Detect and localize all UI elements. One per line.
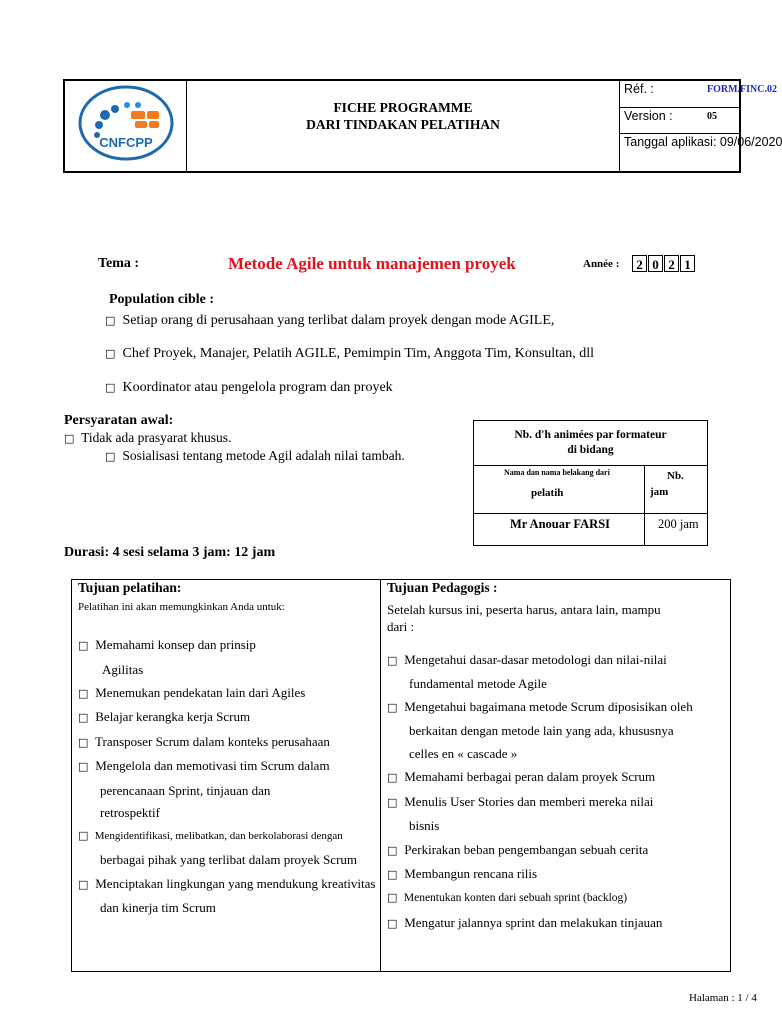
- item-text: Mengatur jalannya sprint dan melakukan tinjauan: [404, 915, 663, 930]
- prereq-item: [64, 430, 231, 446]
- checkbox-icon: □: [78, 760, 89, 773]
- year-digit: 0: [648, 255, 663, 272]
- left-intro: Pelatihan ini akan memungkinkan Anda untuk:: [78, 601, 285, 613]
- left-item-cont: Agilitas: [102, 662, 144, 677]
- item-text: Menciptakan lingkungan yang mendukung kreativitas: [95, 876, 376, 891]
- item-text: Membangun rencana rilis: [404, 866, 538, 881]
- title-line-1: FICHE PROGRAMME: [333, 100, 473, 115]
- column-divider: [380, 580, 381, 971]
- tema-value: Metode Agile untuk manajemen proyek: [228, 254, 516, 273]
- left-item: [78, 685, 305, 702]
- item-text: Memahami berbagai peran dalam proyek Scrum: [404, 769, 656, 784]
- right-item-cont: berkaitan dengan metode lain yang ada, khususnya: [409, 723, 674, 738]
- header-table: [63, 79, 782, 173]
- item-text: Menulis User Stories dan memberi mereka nilai: [404, 794, 654, 809]
- left-item: [78, 829, 343, 842]
- right-intro-line-1: Setelah kursus ini, peserta harus, antara lain, mampu: [387, 602, 661, 617]
- divider: [474, 465, 707, 466]
- checkbox-icon: □: [387, 917, 398, 930]
- meta-cell: [620, 81, 782, 171]
- population-item-text: Chef Proyek, Manajer, Pelatih AGILE, Pemimpin Tim, Anggota Tim, Konsultan, dll: [122, 346, 595, 361]
- year-boxes: [632, 255, 696, 274]
- right-item-cont: celles en « cascade »: [409, 746, 518, 761]
- name-col-line-1: Nama dan nama belakang dari: [504, 468, 610, 477]
- ref-label: Réf. :: [624, 82, 654, 96]
- trainer-header-line-2: di bidang: [567, 444, 614, 456]
- divider: [474, 513, 707, 514]
- version-label: Version :: [624, 109, 673, 123]
- title-line-2: DARI TINDAKAN PELATIHAN: [306, 117, 500, 132]
- right-item: [387, 842, 648, 859]
- left-title: Tujuan pelatihan:: [78, 580, 182, 595]
- ref-value: FORM.FINC.02: [707, 84, 777, 95]
- name-col-line-2: pelatih: [531, 487, 564, 499]
- left-item: [78, 734, 330, 751]
- item-text: Mengetahui dasar-dasar metodologi dan nilai-nilai: [404, 652, 667, 667]
- checkbox-icon: □: [78, 736, 89, 749]
- left-item-cont: retrospektif: [100, 805, 160, 820]
- year-digit: 2: [632, 255, 647, 272]
- date-label: Tanggal aplikasi: 09/06/2020: [624, 135, 782, 149]
- left-item-cont: dan kinerja tim Scrum: [100, 900, 216, 915]
- checkbox-icon: □: [387, 844, 398, 857]
- year-digit: 1: [680, 255, 695, 272]
- checkbox-icon: □: [105, 347, 116, 360]
- checkbox-icon: □: [105, 314, 116, 327]
- item-text: Menemukan pendekatan lain dari Agiles: [95, 685, 306, 700]
- right-item-cont: fundamental metode Agile: [409, 676, 547, 691]
- item-text: Transposer Scrum dalam konteks perusahaan: [95, 734, 330, 749]
- right-item-cont: bisnis: [409, 818, 440, 833]
- version-row: [620, 108, 739, 134]
- trainer-table: [473, 420, 708, 546]
- logo-cell: [65, 81, 187, 171]
- trainer-name: Mr Anouar FARSI: [510, 517, 611, 531]
- item-text: Mengelola dan memotivasi tim Scrum dalam: [95, 758, 330, 773]
- left-item-cont: berbagai pihak yang terlibat dalam proyek Scrum: [100, 852, 358, 867]
- divider: [644, 465, 645, 545]
- item-text: Memahami konsep dan prinsip: [95, 637, 256, 652]
- checkbox-icon: □: [387, 771, 398, 784]
- left-item: [78, 709, 250, 726]
- prereq-item-text: Sosialisasi tentang metode Agil adalah nilai tambah.: [122, 448, 405, 463]
- year-digit: 2: [664, 255, 679, 272]
- right-item: [387, 891, 627, 904]
- right-title: Tujuan Pedagogis :: [387, 580, 498, 595]
- objectives-table: [71, 579, 731, 972]
- population-item-text: Koordinator atau pengelola program dan proyek: [122, 380, 393, 395]
- right-item: [387, 915, 662, 932]
- prereq-item: [105, 448, 405, 464]
- hours-col-line-2: jam: [650, 486, 669, 498]
- population-item-text: Setiap orang di perusahaan yang terlibat dalam proyek dengan mode AGILE,: [122, 313, 555, 328]
- page-number: Halaman : 1 / 4: [689, 992, 757, 1004]
- prereq-item-text: Tidak ada prasyarat khusus.: [81, 430, 232, 445]
- checkbox-icon: □: [78, 711, 89, 724]
- ref-row: [620, 81, 777, 108]
- trainer-hours: 200 jam: [658, 517, 699, 531]
- checkbox-icon: □: [78, 878, 89, 891]
- population-label: Population cible :: [109, 292, 215, 307]
- tema-label: Tema :: [98, 256, 140, 271]
- right-intro-line-2: dari :: [387, 619, 415, 634]
- duration: Durasi: 4 sesi selama 3 jam: 12 jam: [64, 545, 276, 560]
- right-item: [387, 794, 653, 811]
- title-cell: [187, 81, 620, 171]
- population-item: [105, 346, 594, 362]
- annee-label: Année :: [583, 258, 620, 270]
- checkbox-icon: □: [78, 687, 89, 700]
- checkbox-icon: □: [387, 796, 398, 809]
- item-text: Mengidentifikasi, melibatkan, dan berkolaborasi dengan: [94, 830, 343, 842]
- checkbox-icon: □: [387, 701, 398, 714]
- right-item: [387, 866, 537, 883]
- right-item: [387, 652, 667, 669]
- version-value: 05: [707, 111, 717, 122]
- checkbox-icon: □: [387, 868, 398, 881]
- item-text: Perkirakan beban pengembangan sebuah cerita: [404, 842, 649, 857]
- trainer-header-line-1: Nb. d'h animées par formateur: [514, 429, 667, 441]
- cnfcpp-logo: [71, 85, 181, 169]
- population-item: [105, 380, 393, 396]
- checkbox-icon: □: [387, 891, 398, 904]
- left-item: [78, 758, 330, 775]
- checkbox-icon: □: [64, 432, 75, 445]
- population-item: [105, 313, 554, 329]
- checkbox-icon: □: [105, 381, 116, 394]
- left-item: [78, 637, 256, 654]
- right-item: [387, 769, 655, 786]
- right-item: [387, 699, 693, 716]
- logo-text: CNFCPP: [99, 135, 153, 150]
- item-text: Mengetahui bagaimana metode Scrum diposisikan oleh: [404, 699, 693, 714]
- prereq-label: Persyaratan awal:: [64, 413, 174, 428]
- hours-col-line-1: Nb.: [667, 470, 684, 482]
- checkbox-icon: □: [387, 654, 398, 667]
- left-item-cont: perencanaan Sprint, tinjauan dan: [100, 783, 271, 798]
- checkbox-icon: □: [78, 639, 89, 652]
- item-text: Belajar kerangka kerja Scrum: [95, 709, 251, 724]
- item-text: Menentukan konten dari sebuah sprint (backlog): [403, 892, 628, 904]
- left-item: [78, 876, 375, 893]
- checkbox-icon: □: [78, 829, 89, 842]
- checkbox-icon: □: [105, 450, 116, 463]
